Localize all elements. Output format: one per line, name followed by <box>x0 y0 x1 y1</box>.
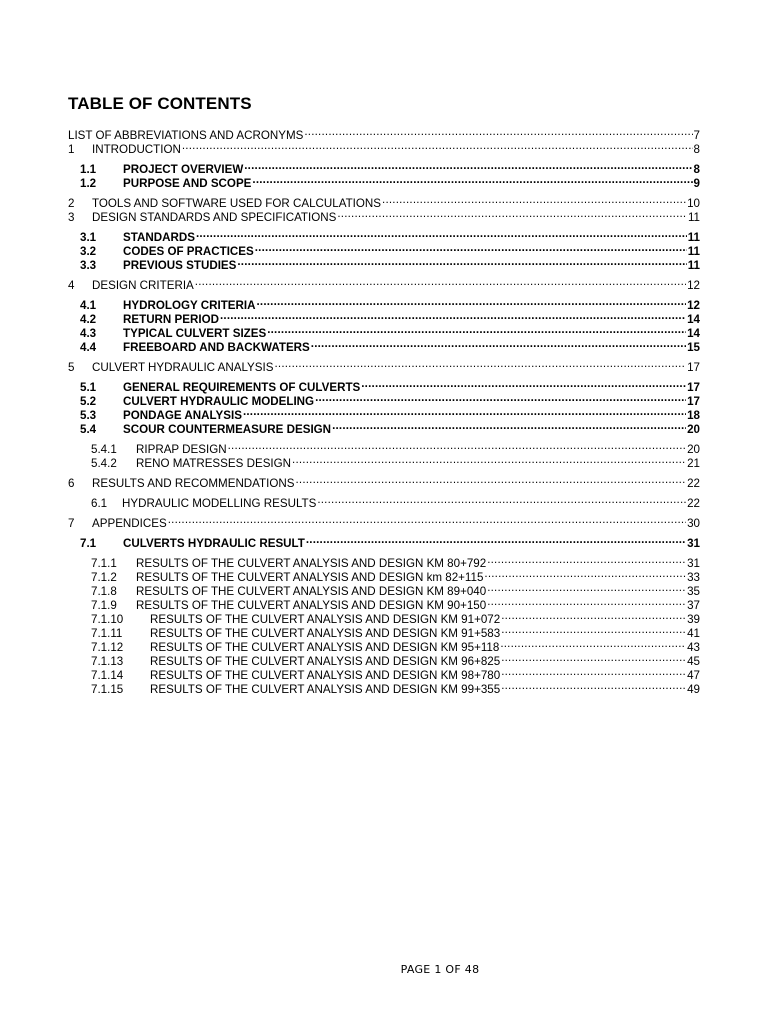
toc-entry-page: 17 <box>687 361 700 374</box>
toc-dot-leader <box>315 391 686 405</box>
toc-entry-page: 11 <box>687 259 700 272</box>
toc-entry[interactable] <box>68 159 700 176</box>
toc-entry-page: 20 <box>687 423 700 436</box>
toc-dot-leader <box>317 493 686 507</box>
toc-entry-number: 7.1.11 <box>91 627 123 640</box>
toc-entry-title: RESULTS OF THE CULVERT ANALYSIS AND DESIGN KM 90+150 <box>136 599 487 612</box>
toc-dot-leader <box>361 377 686 391</box>
toc-dot-leader <box>267 323 686 337</box>
toc-entry[interactable] <box>68 533 700 550</box>
toc-entry-page: 12 <box>687 279 700 292</box>
toc-entry[interactable] <box>68 439 700 456</box>
toc-entry-title: SCOUR COUNTERMEASURE DESIGN <box>123 423 332 436</box>
toc-dot-leader <box>228 439 686 453</box>
toc-dot-leader <box>295 473 686 487</box>
toc-entry-page: 31 <box>687 537 700 550</box>
toc-dot-leader <box>195 275 686 289</box>
toc-entry-title: RESULTS OF THE CULVERT ANALYSIS AND DESIGN KM 96+825 <box>150 655 501 668</box>
toc-entry-number: 5.4.2 <box>91 457 117 470</box>
toc-entry-title: RENO MATRESSES DESIGN <box>136 457 292 470</box>
toc-dot-leader <box>487 581 686 595</box>
toc-entry[interactable] <box>68 357 700 374</box>
toc-entry-title: HYDRAULIC MODELLING RESULTS <box>122 497 317 510</box>
toc-entry-page: 11 <box>687 211 700 224</box>
toc-dot-leader <box>244 159 692 173</box>
toc-entry-title: RESULTS OF THE CULVERT ANALYSIS AND DESIGN KM 99+355 <box>150 683 501 696</box>
toc-entry-title: HYDROLOGY CRITERIA <box>123 299 256 312</box>
toc-dot-leader <box>337 207 687 221</box>
toc-entry-title: RESULTS OF THE CULVERT ANALYSIS AND DESIGN KM 98+780 <box>150 669 501 682</box>
toc-entry-number: 7.1 <box>80 537 97 550</box>
toc-dot-leader <box>252 173 692 187</box>
table-of-contents <box>68 125 700 696</box>
toc-dot-leader <box>332 419 686 433</box>
toc-entry-title: GENERAL REQUIREMENTS OF CULVERTS <box>123 381 361 394</box>
toc-entry-page: 22 <box>687 477 700 490</box>
toc-entry-number: 5.2 <box>80 395 97 408</box>
toc-entry-page: 39 <box>687 613 700 626</box>
toc-entry-page: 15 <box>687 341 700 354</box>
toc-dot-leader <box>501 665 686 679</box>
toc-dot-leader <box>487 553 686 567</box>
toc-entry-page: 10 <box>687 197 700 210</box>
toc-entry-title: INTRODUCTION <box>92 143 181 156</box>
toc-entry-title: PREVIOUS STUDIES <box>123 259 237 272</box>
toc-entry-number: 3 <box>68 211 75 224</box>
toc-dot-leader <box>168 513 686 527</box>
toc-entry-title: CODES OF PRACTICES <box>123 245 254 258</box>
toc-entry-title: TYPICAL CULVERT SIZES <box>123 327 267 340</box>
toc-entry-page: 9 <box>693 177 700 190</box>
toc-entry-page: 30 <box>687 517 700 530</box>
toc-entry-number: 7.1.10 <box>91 613 124 626</box>
toc-entry-number: 5.4 <box>80 423 97 436</box>
toc-entry-number: 7.1.12 <box>91 641 124 654</box>
toc-entry-title: RESULTS OF THE CULVERT ANALYSIS AND DESIGN KM 80+792 <box>136 557 487 570</box>
toc-entry-number: 7.1.1 <box>91 557 117 570</box>
toc-entry[interactable] <box>68 473 700 490</box>
toc-dot-leader <box>487 595 686 609</box>
toc-entry-number: 5 <box>68 361 75 374</box>
toc-entry[interactable] <box>68 295 700 312</box>
toc-entry-page: 8 <box>693 163 700 176</box>
toc-entry-number: 7.1.13 <box>91 655 124 668</box>
toc-entry-page: 35 <box>687 585 700 598</box>
toc-entry-number: 7.1.15 <box>91 683 124 696</box>
toc-entry-title: RESULTS OF THE CULVERT ANALYSIS AND DESIGN KM 95+118 <box>150 641 500 654</box>
toc-entry-title: DESIGN CRITERIA <box>92 279 194 292</box>
toc-entry-title: DESIGN STANDARDS AND SPECIFICATIONS <box>92 211 337 224</box>
toc-entry-page: 20 <box>687 443 700 456</box>
toc-entry-page: 49 <box>687 683 700 696</box>
toc-entry-number: 4.4 <box>80 341 97 354</box>
toc-dot-leader <box>501 623 686 637</box>
toc-entry-number: 4.2 <box>80 313 97 326</box>
toc-entry-page: 14 <box>687 313 700 326</box>
toc-entry-title: APPENDICES <box>92 517 167 530</box>
toc-entry-number: 5.3 <box>80 409 97 422</box>
toc-dot-leader <box>196 227 687 241</box>
toc-entry-page: 37 <box>687 599 700 612</box>
toc-entry-title: PURPOSE AND SCOPE <box>123 177 252 190</box>
toc-dot-leader <box>501 609 686 623</box>
toc-entry-page: 18 <box>687 409 700 422</box>
toc-entry-page: 12 <box>687 299 700 312</box>
toc-entry-page: 33 <box>687 571 700 584</box>
toc-entry-number: 7.1.2 <box>91 571 117 584</box>
toc-entry-title: RESULTS OF THE CULVERT ANALYSIS AND DESIGN KM 91+583 <box>150 627 501 640</box>
toc-entry-number: 3.3 <box>80 259 97 272</box>
toc-entry-number: 4.1 <box>80 299 97 312</box>
toc-entry-number: 4 <box>68 279 75 292</box>
toc-dot-leader <box>501 651 686 665</box>
toc-entry-page: 11 <box>687 231 700 244</box>
toc-entry-page: 14 <box>687 327 700 340</box>
toc-entry[interactable] <box>68 377 700 394</box>
toc-entry-number: 7 <box>68 517 75 530</box>
toc-entry-title: CULVERTS HYDRAULIC RESULT <box>123 537 305 550</box>
toc-entry-page: 11 <box>687 245 700 258</box>
toc-entry-title: PONDAGE ANALYSIS <box>123 409 242 422</box>
toc-dot-leader <box>220 309 686 323</box>
toc-dot-leader <box>274 357 686 371</box>
toc-entry-title: RESULTS OF THE CULVERT ANALYSIS AND DESIGN KM 89+040 <box>136 585 487 598</box>
toc-dot-leader <box>382 193 686 207</box>
toc-dot-leader <box>484 567 686 581</box>
toc-entry[interactable] <box>68 553 700 570</box>
toc-entry-number: 6 <box>68 477 75 490</box>
toc-entry-number: 4.3 <box>80 327 97 340</box>
toc-entry-page: 8 <box>693 143 700 156</box>
toc-entry-page: 47 <box>687 669 700 682</box>
toc-entry-number: 6.1 <box>91 497 108 510</box>
toc-entry-title: LIST OF ABBREVIATIONS AND ACRONYMS <box>68 129 304 142</box>
toc-entry[interactable] <box>68 513 700 530</box>
toc-entry[interactable] <box>68 275 700 292</box>
page-title: TABLE OF CONTENTS <box>68 94 252 113</box>
toc-entry-title: RESULTS OF THE CULVERT ANALYSIS AND DESIGN KM 91+072 <box>150 613 501 626</box>
toc-entry-title: CULVERT HYDRAULIC ANALYSIS <box>92 361 274 374</box>
toc-entry-title: RESULTS AND RECOMMENDATIONS <box>92 477 295 490</box>
toc-dot-leader <box>182 139 693 153</box>
toc-entry[interactable] <box>68 227 700 244</box>
page-footer: PAGE 1 OF 48 <box>400 963 480 976</box>
toc-entry-page: 17 <box>687 395 700 408</box>
toc-dot-leader <box>501 679 686 693</box>
toc-entry-page: 7 <box>693 129 700 142</box>
toc-entry-page: 21 <box>687 457 700 470</box>
toc-entry-title: RESULTS OF THE CULVERT ANALYSIS AND DESIGN km 82+115 <box>136 571 484 584</box>
toc-entry-number: 5.1 <box>80 381 97 394</box>
toc-entry[interactable] <box>68 193 700 210</box>
toc-entry-title: CULVERT HYDRAULIC MODELING <box>123 395 315 408</box>
toc-entry-number: 3.1 <box>80 231 97 244</box>
toc-dot-leader <box>243 405 686 419</box>
toc-entry-number: 7.1.9 <box>91 599 117 612</box>
toc-entry-page: 22 <box>687 497 700 510</box>
toc-dot-leader <box>304 125 692 139</box>
toc-dot-leader <box>292 453 686 467</box>
toc-dot-leader <box>306 533 686 547</box>
toc-dot-leader <box>256 295 686 309</box>
toc-dot-leader <box>255 241 687 255</box>
toc-entry[interactable] <box>68 493 700 510</box>
toc-entry-page: 17 <box>687 381 700 394</box>
toc-entry-number: 3.2 <box>80 245 97 258</box>
toc-entry-number: 1.2 <box>80 177 97 190</box>
toc-entry-title: STANDARDS <box>123 231 195 244</box>
toc-entry-number: 1 <box>68 143 75 156</box>
toc-entry-title: RETURN PERIOD <box>123 313 219 326</box>
toc-entry-number: 5.4.1 <box>91 443 117 456</box>
toc-entry-page: 31 <box>687 557 700 570</box>
toc-dot-leader <box>311 337 686 351</box>
toc-entry-page: 41 <box>687 627 700 640</box>
toc-entry-title: PROJECT OVERVIEW <box>123 163 244 176</box>
toc-entry-page: 43 <box>687 641 700 654</box>
toc-entry-title: FREEBOARD AND BACKWATERS <box>123 341 310 354</box>
toc-entry[interactable] <box>68 125 700 142</box>
toc-entry-page: 45 <box>687 655 700 668</box>
toc-entry-number: 2 <box>68 197 75 210</box>
toc-entry-number: 7.1.8 <box>91 585 117 598</box>
toc-entry-number: 1.1 <box>80 163 97 176</box>
toc-dot-leader <box>500 637 686 651</box>
toc-entry-title: RIPRAP DESIGN <box>136 443 227 456</box>
toc-entry-title: TOOLS AND SOFTWARE USED FOR CALCULATIONS <box>92 197 382 210</box>
toc-entry-number: 7.1.14 <box>91 669 124 682</box>
toc-dot-leader <box>237 255 686 269</box>
